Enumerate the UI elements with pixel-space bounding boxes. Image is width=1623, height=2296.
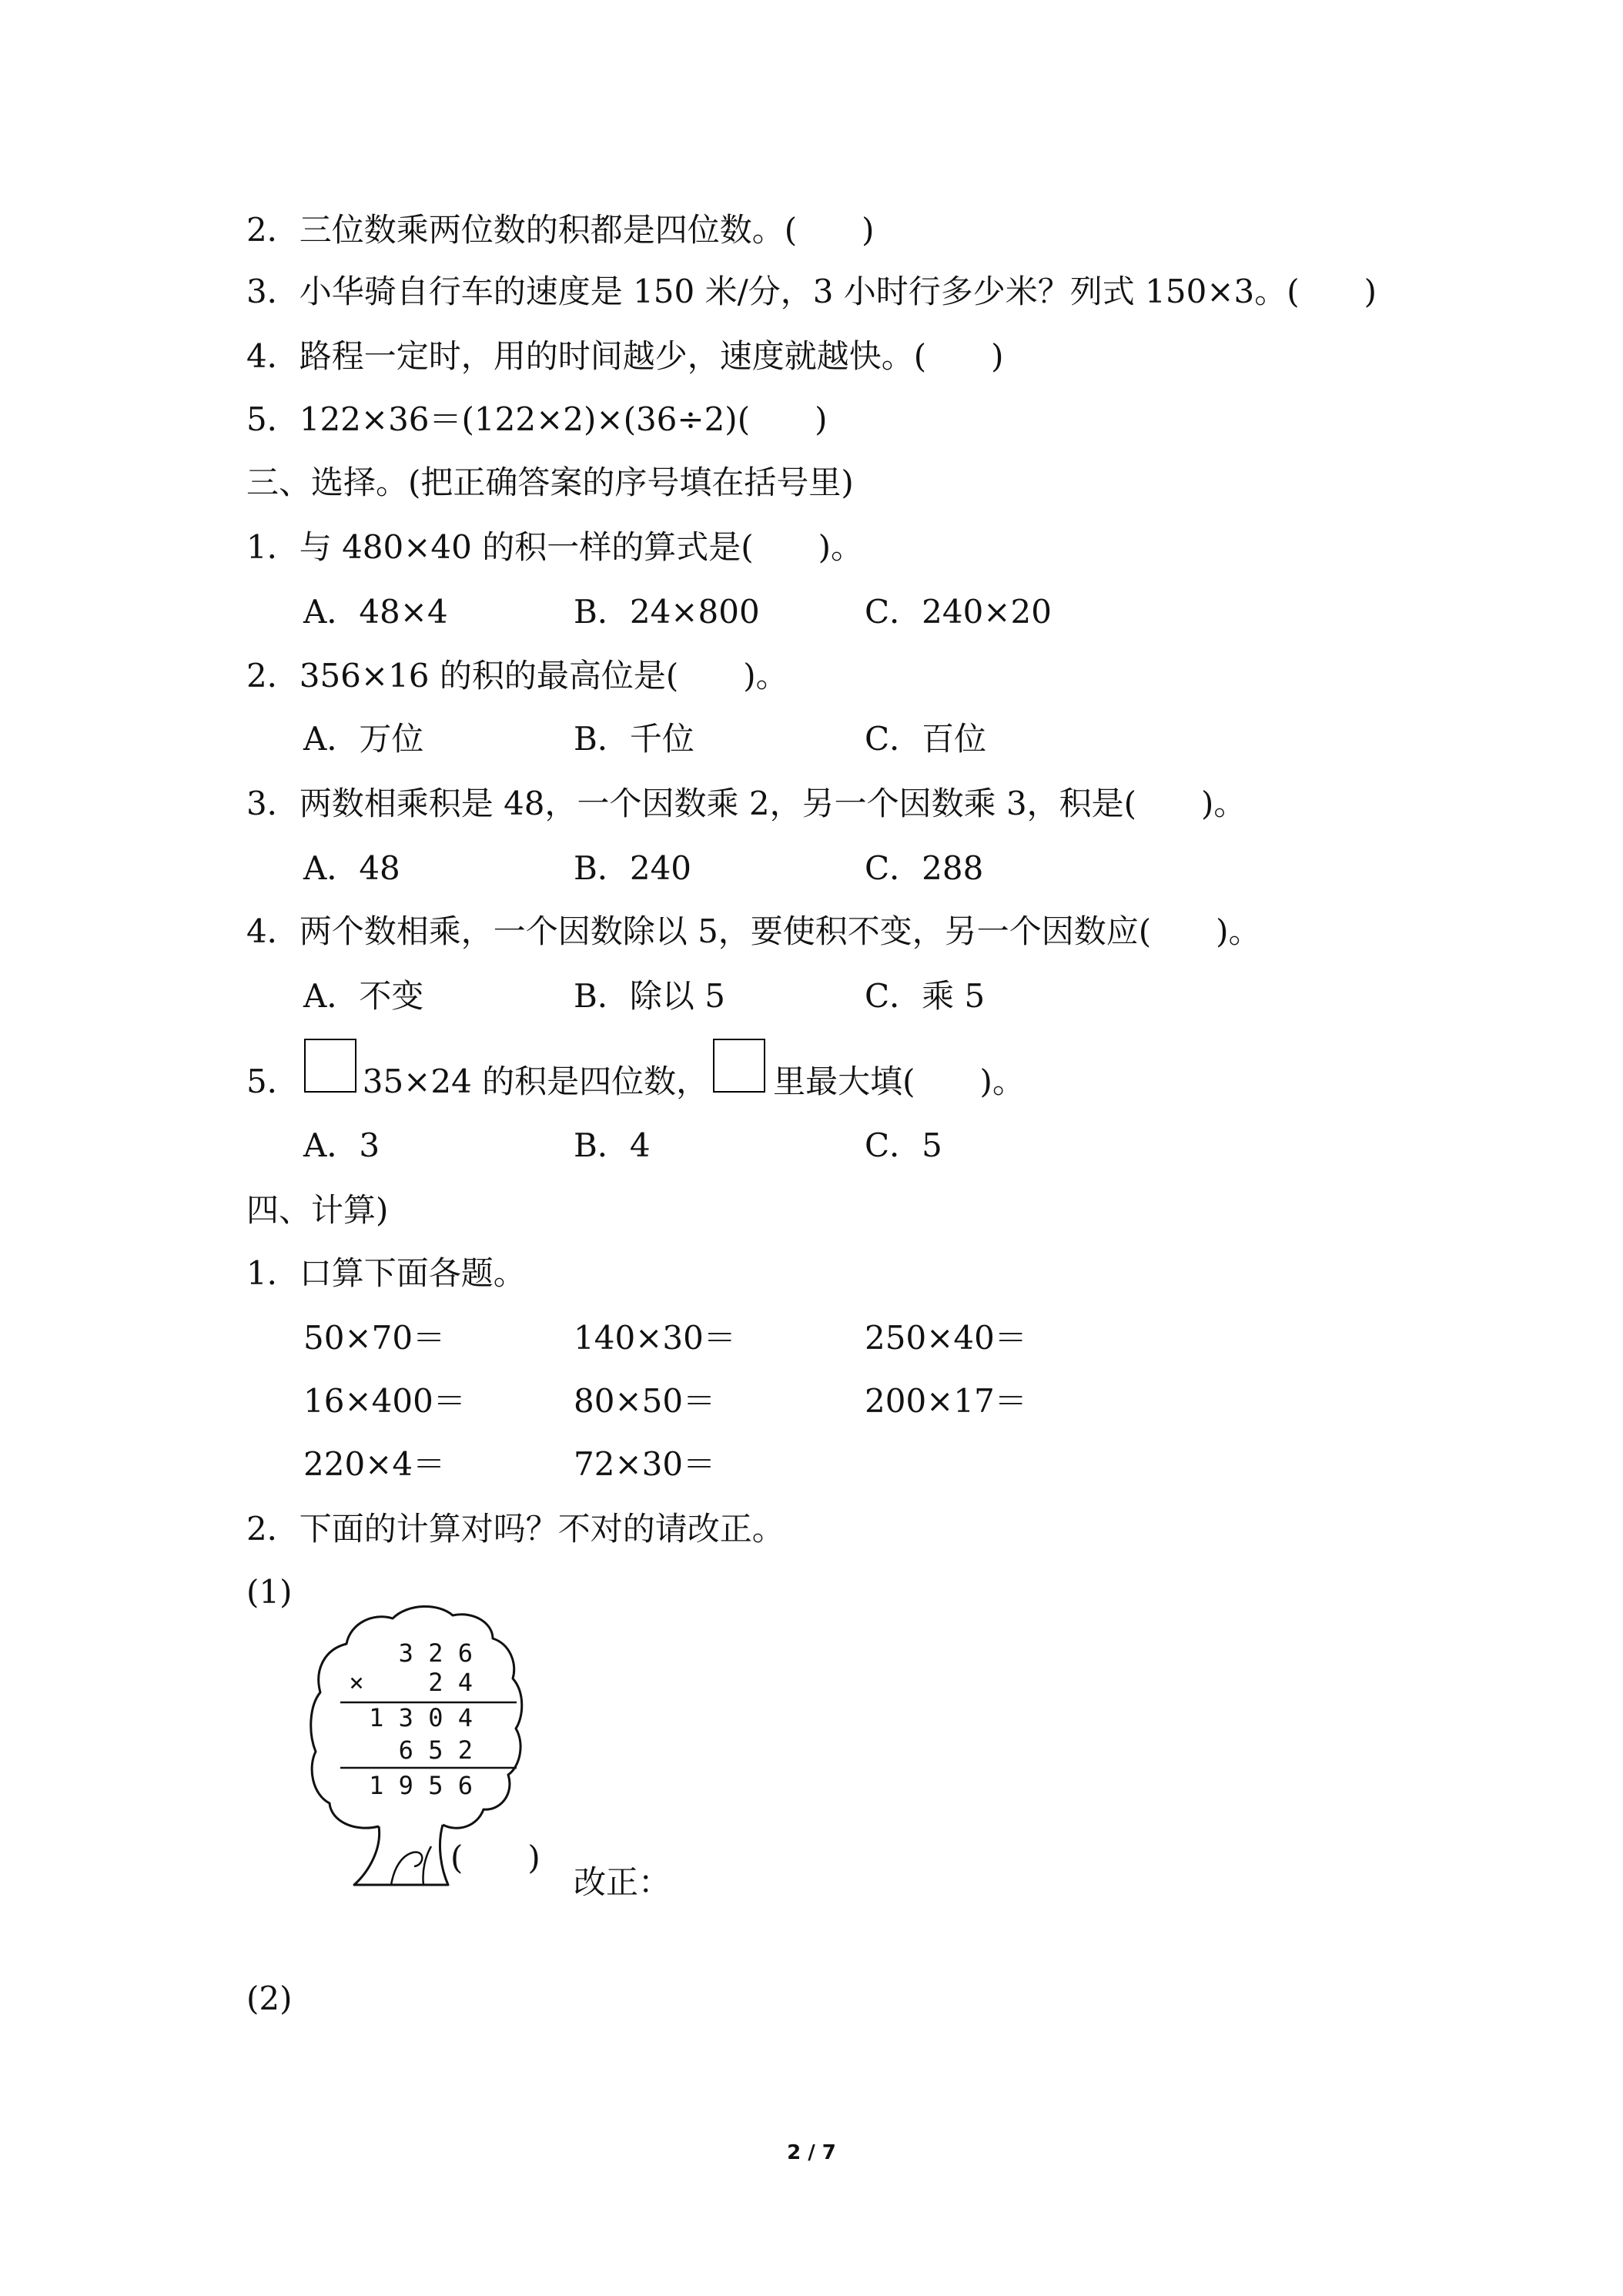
option-c: C．288 (865, 849, 984, 887)
digit-box (713, 1039, 765, 1093)
option-a: A．3 (303, 1126, 380, 1164)
choice-question-1: 1．与 480×40 的积一样的算式是( )。 (246, 528, 863, 566)
trunk-swirl (391, 1852, 422, 1885)
multiplicand-row: 3 2 6 (398, 1638, 473, 1668)
question-number: 5． (246, 1063, 300, 1100)
check-calc-title: 2．下面的计算对吗？不对的请改正。 (246, 1510, 785, 1548)
multiply-sign: × (349, 1668, 364, 1697)
oral-calc-row (0, 1443, 1623, 1486)
choice-1-options (0, 591, 1623, 634)
oral-calc-item: 200×17＝ (865, 1382, 1027, 1420)
judge-item-4: 4．路程一定时，用的时间越少，速度就越快。( ) (246, 337, 1004, 375)
option-a: A．不变 (303, 977, 424, 1015)
option-b: B．千位 (574, 720, 694, 758)
part-1-label: (1) (246, 1573, 293, 1611)
oral-calc-item: 50×70＝ (303, 1319, 446, 1357)
part-2-label: (2) (246, 1980, 293, 2017)
digit-box (304, 1039, 356, 1093)
choice-question-4: 4．两个数相乘，一个因数除以 5，要使积不变，另一个因数应( )。 (246, 912, 1261, 950)
partial-product-row: 6 5 2 (398, 1735, 473, 1765)
choice-question-3: 3．两数相乘积是 48，一个因数乘 2，另一个因数乘 3，积是( )。 (246, 785, 1247, 822)
option-b: B．240 (574, 849, 692, 887)
option-c: C．百位 (865, 720, 987, 758)
correction-label: 改正： (574, 1863, 671, 1901)
section-calc-heading: 四、计算) (246, 1191, 389, 1229)
choice-2-options (0, 718, 1623, 761)
partial-product-row: 1 3 0 4 (369, 1703, 473, 1732)
multiplier-row: 2 4 (428, 1668, 473, 1697)
oral-calc-item: 80×50＝ (574, 1382, 716, 1420)
trunk-line (423, 1846, 431, 1885)
option-b: B．24×800 (574, 593, 760, 631)
oral-calc-item: 72×30＝ (574, 1445, 716, 1483)
section-choice-heading: 三、选择。(把正确答案的序号填在括号里) (246, 464, 854, 501)
option-a: A．万位 (303, 720, 424, 758)
page-number: 2 / 7 (787, 2141, 836, 2164)
result-row: 1 9 5 6 (369, 1771, 473, 1800)
oral-calc-item: 140×30＝ (574, 1319, 736, 1357)
tree-trunk-outline (354, 1825, 448, 1885)
judge-item-3: 3．小华骑自行车的速度是 150 米/分，3 小时行多少米？列式 150×3。( ) (246, 273, 1377, 310)
option-a: A．48 (303, 849, 400, 887)
option-c: C．240×20 (865, 593, 1052, 631)
option-c: C．5 (865, 1126, 942, 1164)
judge-item-2: 2．三位数乘两位数的积都是四位数。( ) (246, 211, 875, 249)
choice-4-options (0, 975, 1623, 1018)
option-a: A．48×4 (303, 593, 448, 631)
answer-blank: ( ) (450, 1839, 540, 1876)
judge-item-5: 5．122×36＝(122×2)×(36÷2)( ) (246, 400, 828, 438)
oral-calc-row (0, 1380, 1623, 1423)
choice-question-5 (246, 1039, 1025, 1103)
choice-question-2: 2．356×16 的积的最高位是( )。 (246, 657, 788, 694)
oral-calc-item: 16×400＝ (303, 1382, 466, 1420)
oral-calc-row (0, 1317, 1623, 1360)
option-c: C．乘 5 (865, 977, 986, 1015)
oral-calc-item: 250×40＝ (865, 1319, 1027, 1357)
question-text-part: 里最大填( )。 (773, 1063, 1025, 1100)
choice-3-options (0, 847, 1623, 890)
option-b: B．4 (574, 1126, 651, 1164)
oral-calc-title: 1．口算下面各题。 (246, 1254, 526, 1292)
choice-5-options (0, 1124, 1623, 1167)
option-b: B．除以 5 (574, 977, 725, 1015)
question-text-part: 35×24 的积是四位数， (362, 1063, 709, 1100)
oral-calc-item: 220×4＝ (303, 1445, 446, 1483)
